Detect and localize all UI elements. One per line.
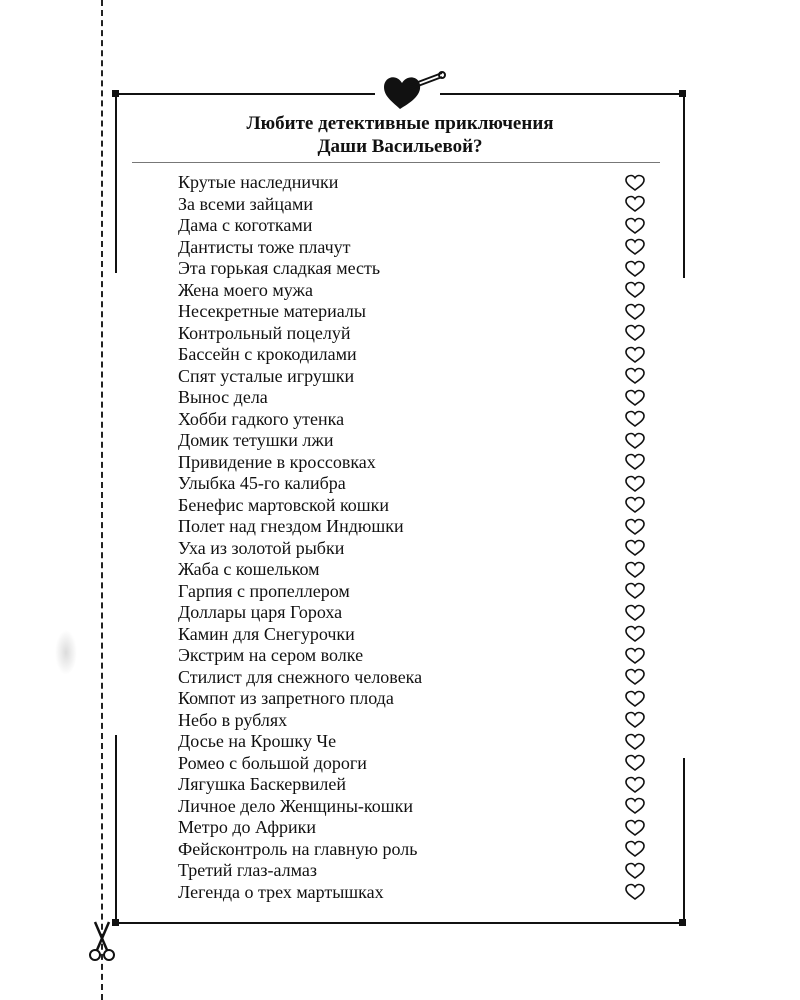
heart-outline-icon[interactable] — [624, 303, 646, 321]
list-item — [178, 172, 648, 194]
heart-outline-icon[interactable] — [624, 668, 646, 686]
list-item — [178, 194, 648, 216]
book-title: Крутые наследнички — [178, 172, 339, 192]
list-item — [178, 624, 648, 646]
heart-outline-icon[interactable] — [624, 733, 646, 751]
title-line-2: Даши Васильевой? — [317, 136, 483, 157]
book-title: Домик тетушки лжи — [178, 430, 334, 450]
book-checklist — [178, 172, 648, 903]
list-item — [178, 452, 648, 474]
book-title: Стилист для снежного человека — [178, 666, 423, 687]
book-title: Доллары царя Гороха — [178, 602, 343, 622]
heart-outline-icon[interactable] — [624, 389, 646, 407]
list-item — [178, 280, 648, 302]
list-item — [178, 602, 648, 624]
book-title: Дама с коготками — [178, 215, 313, 235]
book-title: Метро до Африки — [178, 817, 316, 837]
list-item — [178, 473, 648, 495]
list-item — [178, 710, 648, 732]
dashed-cut-line — [101, 0, 103, 1000]
book-title: Бенефис мартовской кошки — [178, 494, 390, 515]
list-item — [178, 731, 648, 753]
heart-outline-icon[interactable] — [624, 690, 646, 708]
list-item — [178, 796, 648, 818]
heart-outline-icon[interactable] — [624, 819, 646, 837]
list-item — [178, 538, 648, 560]
heart-outline-icon[interactable] — [624, 346, 646, 364]
heart-outline-icon[interactable] — [624, 217, 646, 235]
book-title: Спят усталые игрушки — [178, 365, 355, 386]
heart-outline-icon[interactable] — [624, 432, 646, 450]
book-title: Ромео с большой дороги — [178, 752, 367, 773]
book-title: Личное дело Женщины-кошки — [178, 795, 413, 816]
frame-line — [683, 758, 685, 922]
heart-outline-icon[interactable] — [624, 561, 646, 579]
list-item — [178, 323, 648, 345]
book-title: Уха из золотой рыбки — [178, 537, 345, 558]
heart-outline-icon[interactable] — [624, 776, 646, 794]
book-title: За всеми зайцами — [178, 193, 313, 214]
list-item — [178, 366, 648, 388]
heart-outline-icon[interactable] — [624, 625, 646, 643]
heart-outline-icon[interactable] — [624, 281, 646, 299]
heart-outline-icon[interactable] — [624, 647, 646, 665]
book-title: Дантисты тоже плачут — [178, 236, 351, 257]
heart-outline-icon[interactable] — [624, 453, 646, 471]
book-title: Бассейн с крокодилами — [178, 344, 357, 364]
corner-mark — [112, 919, 119, 926]
scissors-icon — [87, 920, 117, 964]
frame-line — [440, 93, 683, 95]
heart-outline-icon[interactable] — [624, 475, 646, 493]
list-item — [178, 667, 648, 689]
list-item — [178, 645, 648, 667]
heart-outline-icon[interactable] — [624, 496, 646, 514]
heart-outline-icon[interactable] — [624, 840, 646, 858]
divider — [132, 162, 660, 163]
frame-line — [115, 922, 683, 924]
list-item — [178, 409, 648, 431]
heart-outline-icon[interactable] — [624, 174, 646, 192]
book-title: Фейсконтроль на главную роль — [178, 838, 418, 859]
heart-outline-icon[interactable] — [624, 754, 646, 772]
list-item — [178, 430, 648, 452]
heart-outline-icon[interactable] — [624, 582, 646, 600]
list-item — [178, 774, 648, 796]
book-title: Легенда о трех мартышках — [178, 881, 384, 902]
page-fold-shadow — [55, 630, 77, 675]
heart-outline-icon[interactable] — [624, 862, 646, 880]
list-item — [178, 237, 648, 259]
heart-outline-icon[interactable] — [624, 238, 646, 256]
heart-outline-icon[interactable] — [624, 518, 646, 536]
list-item — [178, 581, 648, 603]
corner-mark — [679, 919, 686, 926]
book-title: Третий глаз-алмаз — [178, 860, 317, 880]
title-line-1: Любите детективные приключения — [246, 113, 554, 134]
book-title: Жаба с кошельком — [178, 559, 320, 579]
list-item — [178, 387, 648, 409]
book-title: Компот из запретного плода — [178, 688, 394, 708]
book-title: Эта горькая сладкая месть — [178, 258, 381, 278]
list-item — [178, 882, 648, 904]
corner-mark — [112, 90, 119, 97]
heart-outline-icon[interactable] — [624, 260, 646, 278]
frame-line — [683, 93, 685, 278]
book-title: Хобби гадкого утенка — [178, 408, 345, 429]
heart-outline-icon[interactable] — [624, 324, 646, 342]
list-item — [178, 495, 648, 517]
book-title: Гарпия с пропеллером — [178, 580, 350, 601]
list-item — [178, 516, 648, 538]
heart-outline-icon[interactable] — [624, 195, 646, 213]
book-title: Улыбка 45-го калибра — [178, 473, 346, 493]
list-item — [178, 860, 648, 882]
list-item — [178, 753, 648, 775]
corner-mark — [679, 90, 686, 97]
frame-line — [115, 93, 375, 95]
frame-line — [115, 93, 117, 273]
book-title: Несекретные материалы — [178, 301, 366, 321]
frame-line — [115, 735, 117, 922]
heart-with-safety-pin-icon — [370, 65, 450, 111]
list-item — [178, 559, 648, 581]
heart-outline-icon[interactable] — [624, 367, 646, 385]
list-item — [178, 817, 648, 839]
book-title: Лягушка Баскервилей — [178, 774, 347, 794]
heart-outline-icon[interactable] — [624, 797, 646, 815]
heart-outline-icon[interactable] — [624, 604, 646, 622]
book-title: Контрольный поцелуй — [178, 322, 351, 343]
page-title — [130, 112, 670, 158]
list-item — [178, 688, 648, 710]
list-item — [178, 301, 648, 323]
checklist-card — [110, 90, 688, 926]
book-title: Досье на Крошку Че — [178, 731, 337, 751]
book-title: Небо в рублях — [178, 709, 288, 730]
book-title: Жена моего мужа — [178, 279, 313, 300]
book-title: Привидение в кроссовках — [178, 451, 376, 472]
book-title: Камин для Снегурочки — [178, 623, 355, 644]
book-title: Экстрим на сером волке — [178, 645, 364, 665]
heart-outline-icon[interactable] — [624, 539, 646, 557]
book-title: Вынос дела — [178, 387, 268, 407]
list-item — [178, 215, 648, 237]
heart-outline-icon[interactable] — [624, 410, 646, 428]
list-item — [178, 344, 648, 366]
heart-outline-icon[interactable] — [624, 883, 646, 901]
list-item — [178, 839, 648, 861]
list-item — [178, 258, 648, 280]
heart-outline-icon[interactable] — [624, 711, 646, 729]
book-title: Полет над гнездом Индюшки — [178, 516, 404, 536]
